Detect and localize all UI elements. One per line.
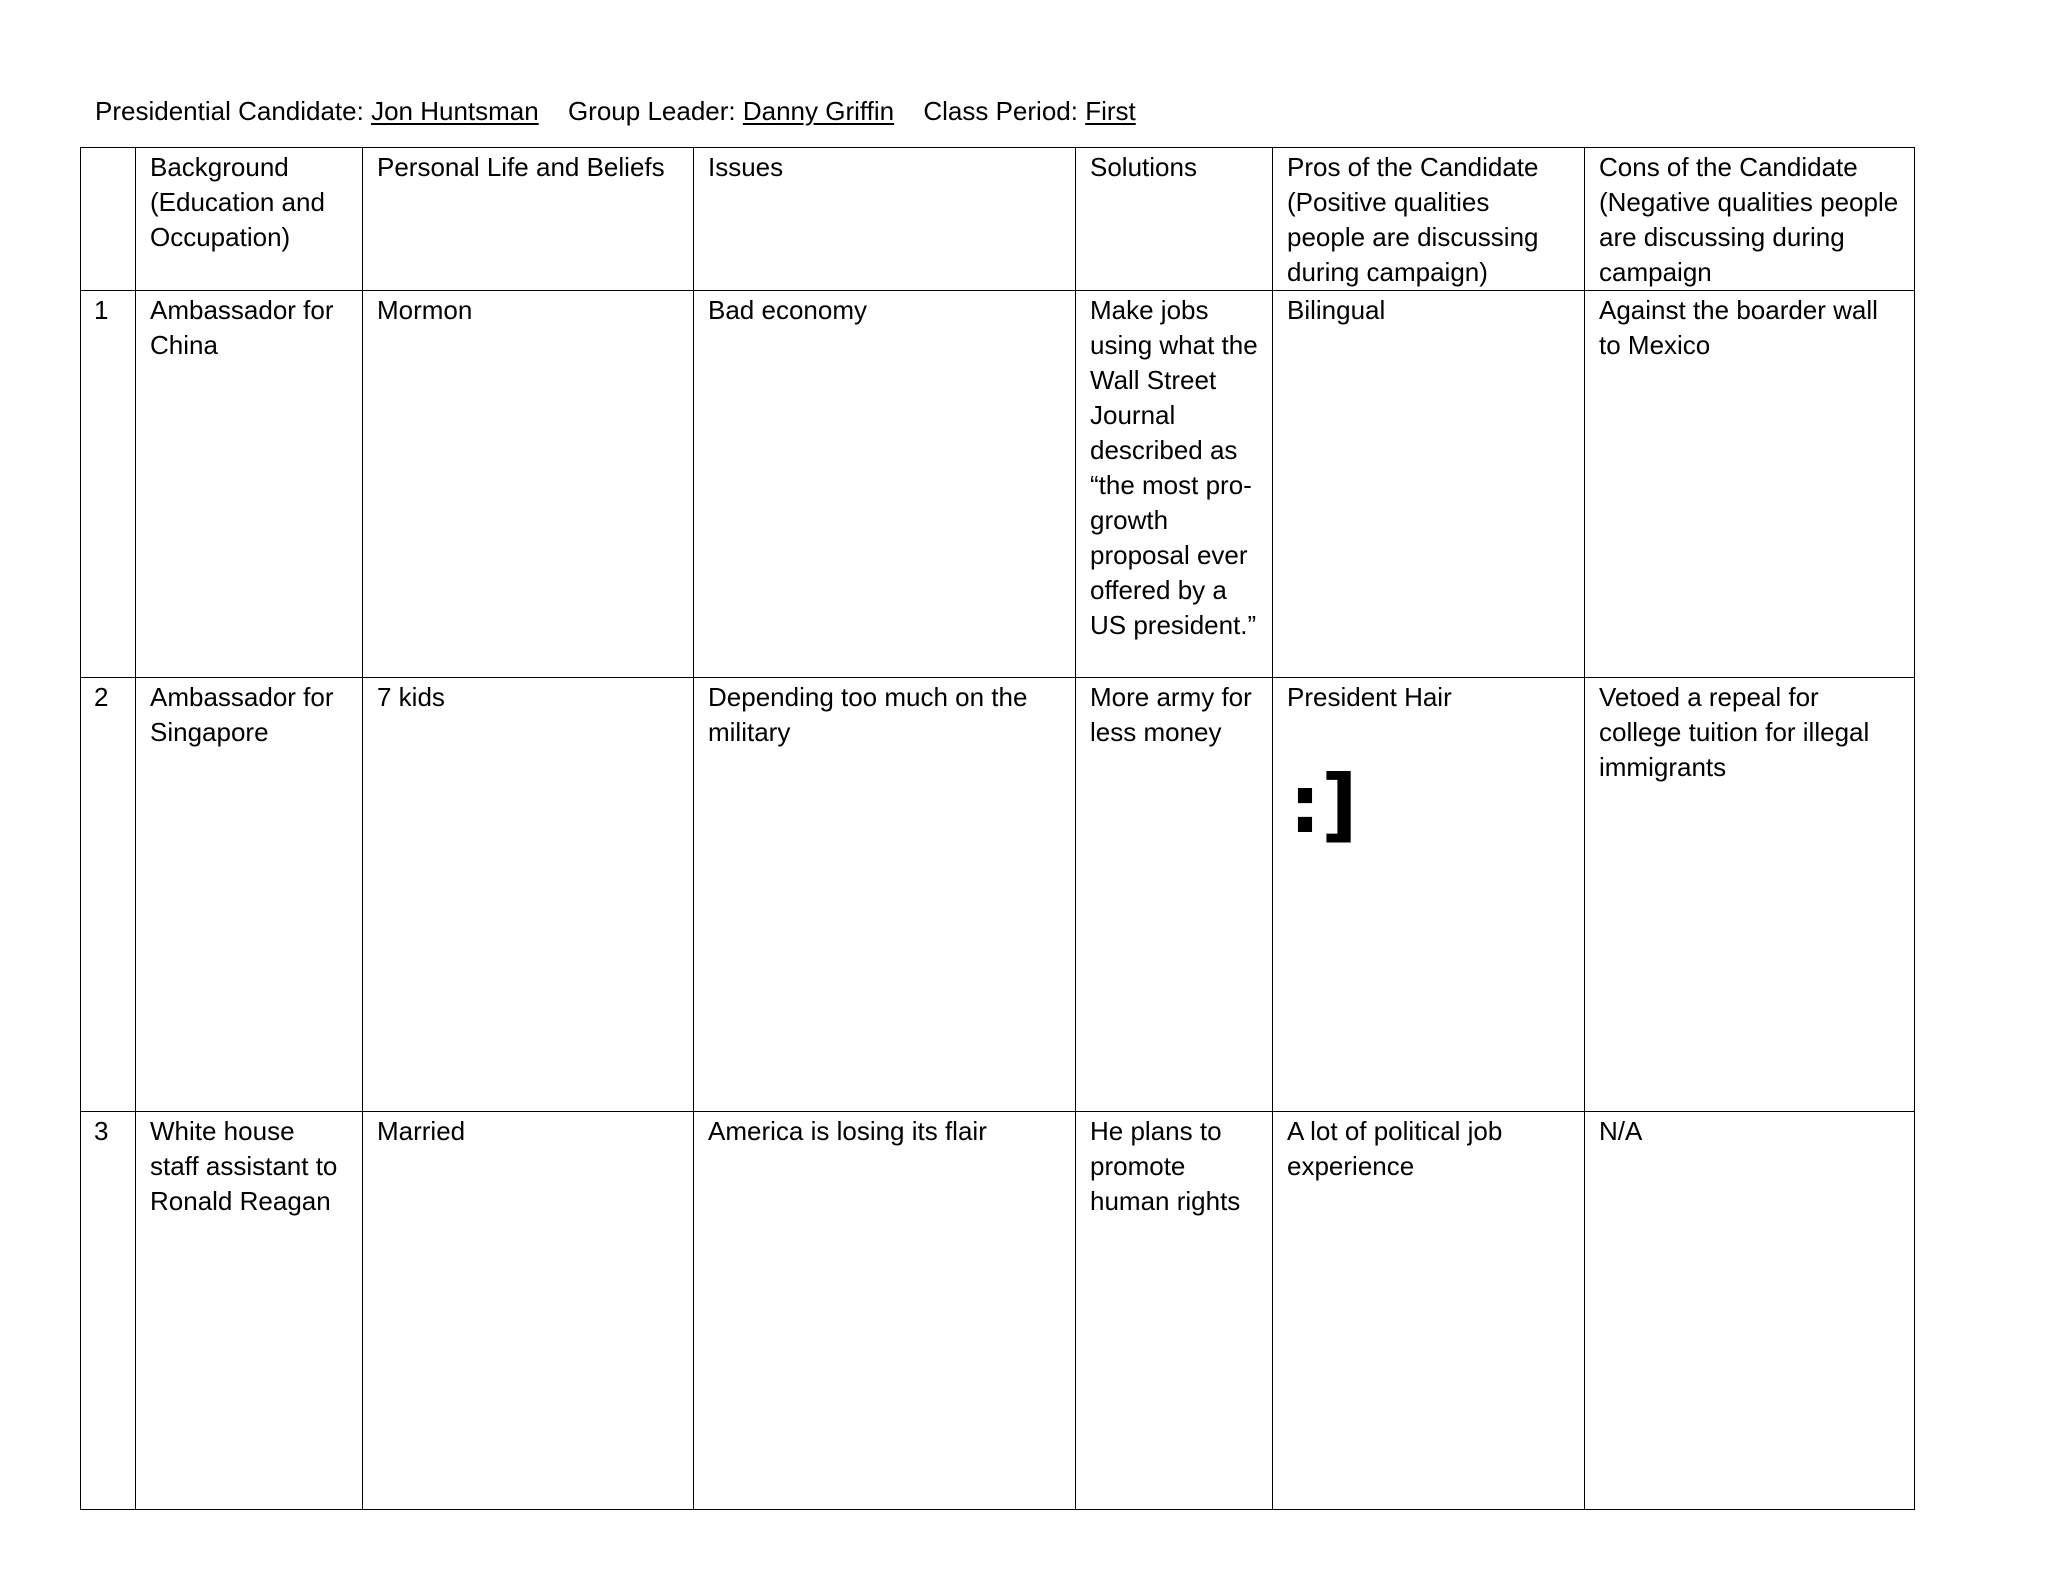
- table-header-row: [81, 148, 1915, 291]
- cell-cons: N/A: [1585, 1112, 1915, 1510]
- class-period-field: [923, 96, 1135, 126]
- candidate-field: [95, 96, 539, 126]
- cell-solutions: Make jobs using what the Wall Street Journal described as “the most pro-growth proposal ever offered by a US president.”: [1076, 291, 1273, 678]
- cell-pros: [1273, 678, 1585, 1112]
- cell-solutions: More army for less money: [1076, 678, 1273, 1112]
- header-cell-cons: Cons of the Candidate (Negative qualities people are discussing during campaign: [1585, 148, 1915, 291]
- cell-personal-life: Mormon: [363, 291, 694, 678]
- group-leader-field: [568, 96, 894, 126]
- candidate-table: [80, 147, 1915, 1510]
- row-number: 2: [81, 678, 136, 1112]
- cell-issues: Depending too much on the military: [694, 678, 1076, 1112]
- cell-personal-life: 7 kids: [363, 678, 694, 1112]
- group-leader-value: Danny Griffin: [742, 96, 895, 126]
- cell-background: Ambassador for Singapore: [136, 678, 363, 1112]
- class-period-value: First: [1085, 96, 1136, 126]
- candidate-label: Presidential Candidate:: [95, 96, 372, 126]
- group-leader-label: Group Leader:: [567, 96, 743, 126]
- cell-pros: Bilingual: [1273, 291, 1585, 678]
- smiley-emoticon: :]: [1289, 758, 1358, 851]
- header-cell-personal-life: Personal Life and Beliefs: [363, 148, 694, 291]
- table-row: [81, 291, 1915, 678]
- cell-solutions: He plans to promote human rights: [1076, 1112, 1273, 1510]
- candidate-value: Jon Huntsman: [371, 96, 539, 126]
- header-cell-number: [81, 148, 136, 291]
- table-row: [81, 678, 1915, 1112]
- cell-background: White house staff assistant to Ronald Reagan: [136, 1112, 363, 1510]
- cell-cons: Vetoed a repeal for college tuition for illegal immigrants: [1585, 678, 1915, 1112]
- header-cell-pros: Pros of the Candidate (Positive qualities people are discussing during campaign): [1273, 148, 1585, 291]
- cell-pros: A lot of political job experience: [1273, 1112, 1585, 1510]
- header-cell-issues: Issues: [694, 148, 1076, 291]
- form-header: [95, 92, 1158, 130]
- cell-issues: America is losing its flair: [694, 1112, 1076, 1510]
- row-number: 1: [81, 291, 136, 678]
- cell-personal-life: Married: [363, 1112, 694, 1510]
- table-row: [81, 1112, 1915, 1510]
- header-cell-background: Background (Education and Occupation): [136, 148, 363, 291]
- cell-pros-text: President Hair: [1287, 682, 1452, 712]
- row-number: 3: [81, 1112, 136, 1510]
- header-cell-solutions: Solutions: [1076, 148, 1273, 291]
- cell-cons: Against the boarder wall to Mexico: [1585, 291, 1915, 678]
- cell-issues: Bad economy: [694, 291, 1076, 678]
- class-period-label: Class Period:: [923, 96, 1086, 126]
- cell-background: Ambassador for China: [136, 291, 363, 678]
